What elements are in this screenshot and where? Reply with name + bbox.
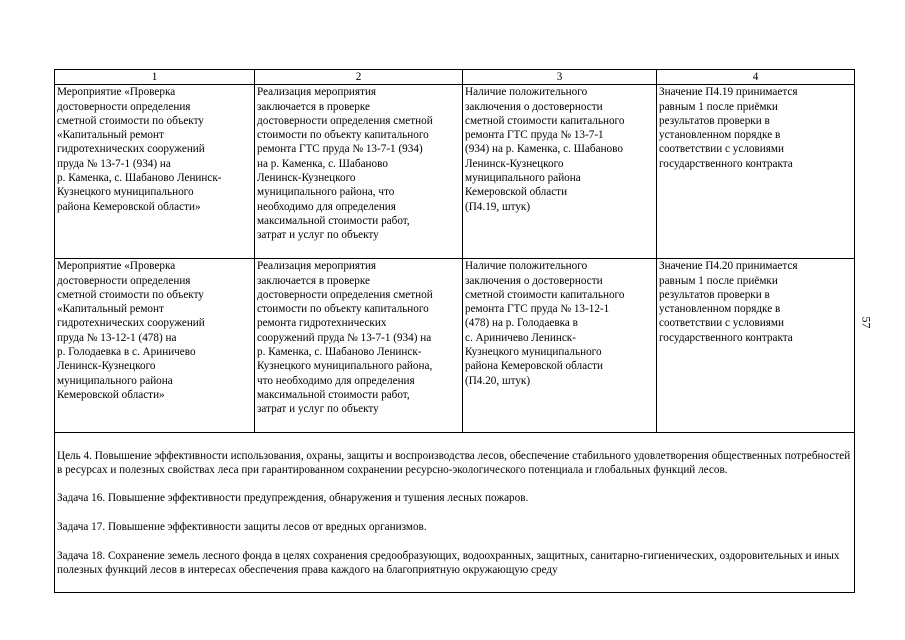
table-row [55, 85, 855, 259]
measure-description-cell: Реализация мероприятия заключается в проверке достоверности определения сметной стоимости по объекту капитального ремонта гидротехнических сооружений пруда № 13-7-1 (934) на р. Каменка, с. Шабаново Ленинск- Кузнецкого муниципального района, что необходимо для определения максимальной стоимости работ, затрат и услуг по объекту [255, 259, 463, 433]
column-number-4: 4 [657, 70, 855, 85]
task-16-text: Задача 16. Повышение эффективности предупреждения, обнаружения и тушения лесных пожаров. [57, 492, 529, 505]
page-number: 57 [859, 316, 874, 329]
indicator-cell: Наличие положительного заключения о достоверности сметной стоимости капитального ремонта ГТС пруда № 13-7-1 (934) на р. Каменка, с. Шабаново Ленинск-Кузнецкого муниципального района Кемеровской области (П4.19, штук) [463, 85, 657, 259]
measures-table [54, 69, 855, 593]
indicator-rule-cell: Значение П4.19 принимается равным 1 после приёмки результатов проверки в установленном порядке в соответствии с условиями государственного контракта [657, 85, 855, 259]
table-header-row [55, 70, 855, 85]
measure-name-cell: Мероприятие «Проверка достоверности определения сметной стоимости по объекту «Капитальный ремонт гидротехнических сооружений пруда № 13-12-1 (478) на р. Голодаевка в с. Ариничево Ленинск-Кузнецкого муниципального района Кемеровской области» [55, 259, 255, 433]
goal-cell [55, 433, 855, 592]
column-number-2: 2 [255, 70, 463, 85]
goal-row [55, 433, 855, 592]
measure-description-cell: Реализация мероприятия заключается в проверке достоверности определения сметной стоимости по объекту капитального ремонта ГТС пруда № 13-7-1 (934) на р. Каменка, с. Шабаново Ленинск-Кузнецкого муниципального района, что необходимо для определения максимальной стоимости работ, затрат и услуг по объекту [255, 85, 463, 259]
measure-name-cell: Мероприятие «Проверка достоверности определения сметной стоимости по объекту «Капитальный ремонт гидротехнических сооружений пруда № 13-7-1 (934) на р. Каменка, с. Шабаново Ленинск- Кузнецкого муниципального района Кемеровской области» [55, 85, 255, 259]
indicator-rule-cell: Значение П4.20 принимается равным 1 после приёмки результатов проверки в установленном порядке в соответствии с условиями государственного контракта [657, 259, 855, 433]
indicator-cell: Наличие положительного заключения о достоверности сметной стоимости капитального ремонта ГТС пруда № 13-12-1 (478) на р. Голодаевка в с. Ариничево Ленинск- Кузнецкого муниципального района Кемеровской области (П4.20, штук) [463, 259, 657, 433]
column-number-3: 3 [463, 70, 657, 85]
table-row [55, 259, 855, 433]
task-17-text: Задача 17. Повышение эффективности защиты лесов от вредных организмов. [57, 521, 427, 534]
goal-4-text: Цель 4. Повышение эффективности использования, охраны, защиты и воспроизводства лесов, обеспечение стабильного удовлетворения общественных потребностей в ресурсах и полезных свойствах леса при гарантированном сохранении ресурсно-экологического потенциала и глобальных функций лесов. [57, 449, 851, 476]
task-18-text: Задача 18. Сохранение земель лесного фонда в целях сохранения средообразующих, водоохранных, защитных, санитарно-гигиенических, оздоровительных и иных полезных функций лесов в интересах обеспечения права каждого на благоприятную окружающую среду [57, 549, 840, 576]
column-number-1: 1 [55, 70, 255, 85]
